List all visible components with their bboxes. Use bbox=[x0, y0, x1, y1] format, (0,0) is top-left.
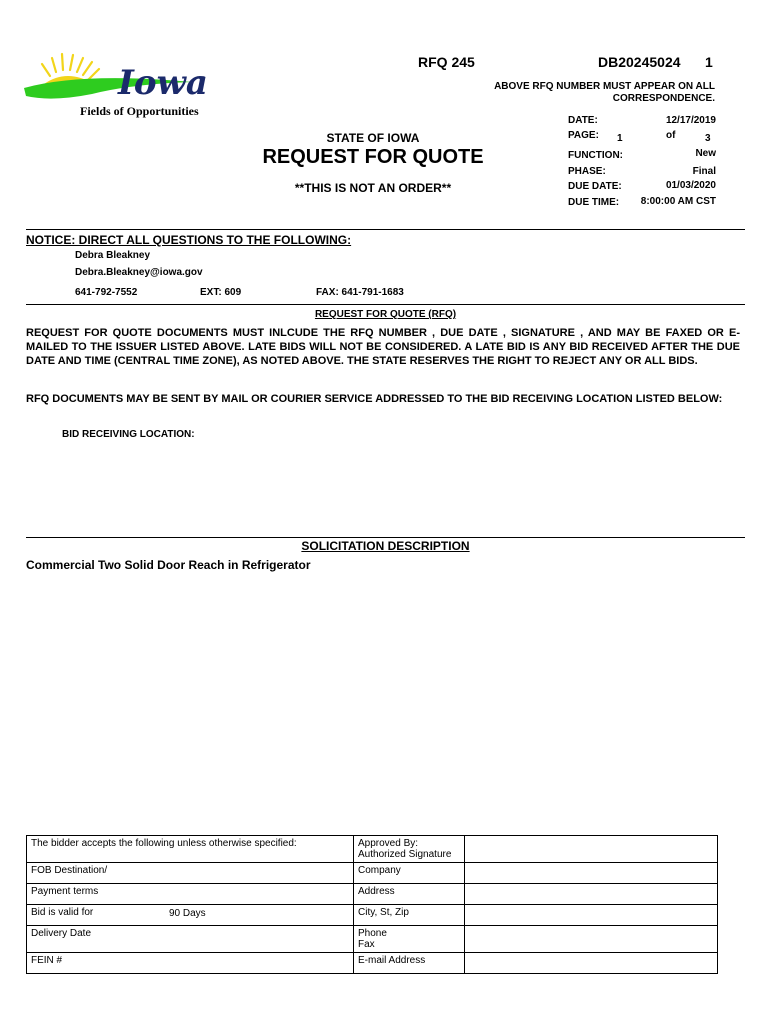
page-title: REQUEST FOR QUOTE bbox=[262, 146, 484, 168]
rfq-notice-line2: CORRESPONDENCE. bbox=[612, 93, 715, 104]
vendor-info-label: City, St, Zip bbox=[358, 907, 409, 918]
page-number: 1 bbox=[617, 133, 623, 144]
table-row bbox=[27, 863, 718, 884]
iowa-logo bbox=[22, 50, 208, 120]
table-row bbox=[27, 953, 718, 974]
bidder-terms-table bbox=[26, 835, 718, 974]
due-date-value: 01/03/2020 bbox=[665, 180, 716, 191]
terms-label: Bid is valid for bbox=[31, 907, 94, 918]
not-an-order-notice: **THIS IS NOT AN ORDER** bbox=[294, 181, 452, 195]
terms-label: Payment terms bbox=[31, 886, 99, 897]
vendor-info-label-cell bbox=[354, 953, 465, 974]
function-label: FUNCTION: bbox=[568, 150, 623, 161]
rfq-number: DB20245024 bbox=[598, 54, 681, 70]
contact-name: Debra Bleakney bbox=[75, 250, 151, 261]
logo-state-text: Iowa bbox=[118, 63, 208, 103]
contact-ext: EXT: 609 bbox=[200, 287, 242, 298]
contact-email: Debra.Bleakney@iowa.gov bbox=[75, 267, 203, 278]
vendor-info-label-cell bbox=[354, 884, 465, 905]
rfq-notice-line1: ABOVE RFQ NUMBER MUST APPEAR ON ALL bbox=[494, 81, 715, 92]
vendor-info-label: Approved By: bbox=[358, 838, 419, 849]
vendor-info-label: E-mail Address bbox=[358, 955, 426, 966]
rfq-instructions-paragraph: REQUEST FOR QUOTE DOCUMENTS MUST INLCUDE THE RFQ NUMBER , DUE DATE , SIGNATURE , AND MAY BE FAXED OR E-MAILED TO THE ISSUER LISTED ABOVE. LATE BIDS WILL NOT BE CONSIDERED. A LATE BID IS ANY BID RECEIVED AFTER THE DUE DATE AND TIME (CENTRAL TIME ZONE), AS NOTED ABOVE. THE STATE RESERVES THE RIGHT TO REJECT ANY OR ALL BIDS. bbox=[26, 327, 740, 367]
terms-label: FEIN # bbox=[31, 955, 63, 966]
page-total: 3 bbox=[705, 133, 711, 144]
divider bbox=[26, 537, 745, 538]
terms-cell[interactable] bbox=[27, 836, 354, 863]
vendor-info-sublabel: Authorized Signature bbox=[358, 849, 452, 860]
table-row bbox=[27, 884, 718, 905]
vendor-info-label-cell bbox=[354, 926, 465, 953]
vendor-info-input-cell[interactable] bbox=[465, 863, 718, 884]
terms-label: Delivery Date bbox=[31, 928, 92, 939]
date-value: 12/17/2019 bbox=[665, 115, 716, 126]
vendor-info-input-cell[interactable] bbox=[465, 836, 718, 863]
phase-value: Final bbox=[692, 166, 716, 177]
vendor-info-input-cell[interactable] bbox=[465, 926, 718, 953]
vendor-info-label-cell bbox=[354, 863, 465, 884]
contact-fax: FAX: 641-791-1683 bbox=[316, 287, 404, 298]
terms-cell[interactable] bbox=[27, 863, 354, 884]
solicitation-heading: SOLICITATION DESCRIPTION bbox=[301, 539, 470, 553]
page-of: of bbox=[666, 130, 676, 141]
contact-phone: 641-792-7552 bbox=[75, 287, 138, 298]
table-row bbox=[27, 905, 718, 926]
vendor-info-label: Phone bbox=[358, 928, 387, 939]
terms-cell[interactable] bbox=[27, 884, 354, 905]
terms-cell[interactable] bbox=[27, 905, 354, 926]
vendor-info-label: Company bbox=[358, 865, 401, 876]
terms-label: FOB Destination/ bbox=[31, 865, 108, 876]
table-row bbox=[27, 836, 718, 863]
rfq-suffix: 1 bbox=[705, 54, 713, 70]
terms-label: The bidder accepts the following unless otherwise specified: bbox=[31, 838, 297, 849]
vendor-info-label-cell bbox=[354, 905, 465, 926]
bid-receiving-location-label: BID RECEIVING LOCATION: bbox=[62, 429, 195, 440]
rfq-label: RFQ 245 bbox=[418, 54, 475, 70]
table-row bbox=[27, 926, 718, 953]
vendor-info-label-cell bbox=[354, 836, 465, 863]
terms-value: 90 Days bbox=[169, 908, 206, 919]
terms-cell[interactable] bbox=[27, 926, 354, 953]
date-label: DATE: bbox=[568, 115, 598, 126]
contact-notice: NOTICE: DIRECT ALL QUESTIONS TO THE FOLLOWING: bbox=[26, 233, 352, 247]
vendor-info-input-cell[interactable] bbox=[465, 953, 718, 974]
page-label: PAGE: bbox=[568, 130, 599, 141]
solicitation-description: Commercial Two Solid Door Reach in Refrigerator bbox=[26, 558, 311, 572]
vendor-info-label: Address bbox=[358, 886, 395, 897]
due-time-value: 8:00:00 AM CST bbox=[640, 196, 716, 207]
due-time-label: DUE TIME: bbox=[568, 197, 620, 208]
vendor-info-input-cell[interactable] bbox=[465, 884, 718, 905]
terms-cell[interactable] bbox=[27, 953, 354, 974]
divider bbox=[26, 229, 745, 230]
logo-tagline: Fields of Opportunities bbox=[80, 104, 199, 118]
vendor-info-input-cell[interactable] bbox=[465, 905, 718, 926]
due-date-label: DUE DATE: bbox=[568, 181, 622, 192]
state-heading: STATE OF IOWA bbox=[326, 131, 420, 145]
function-value: New bbox=[695, 148, 716, 159]
vendor-info-sublabel: Fax bbox=[358, 939, 375, 950]
rfq-mail-paragraph: RFQ DOCUMENTS MAY BE SENT BY MAIL OR COURIER SERVICE ADDRESSED TO THE BID RECEIVING LOCATION LISTED BELOW: bbox=[26, 393, 723, 405]
divider bbox=[26, 304, 745, 305]
phase-label: PHASE: bbox=[568, 166, 606, 177]
rfq-section-heading: REQUEST FOR QUOTE (RFQ) bbox=[314, 309, 457, 320]
